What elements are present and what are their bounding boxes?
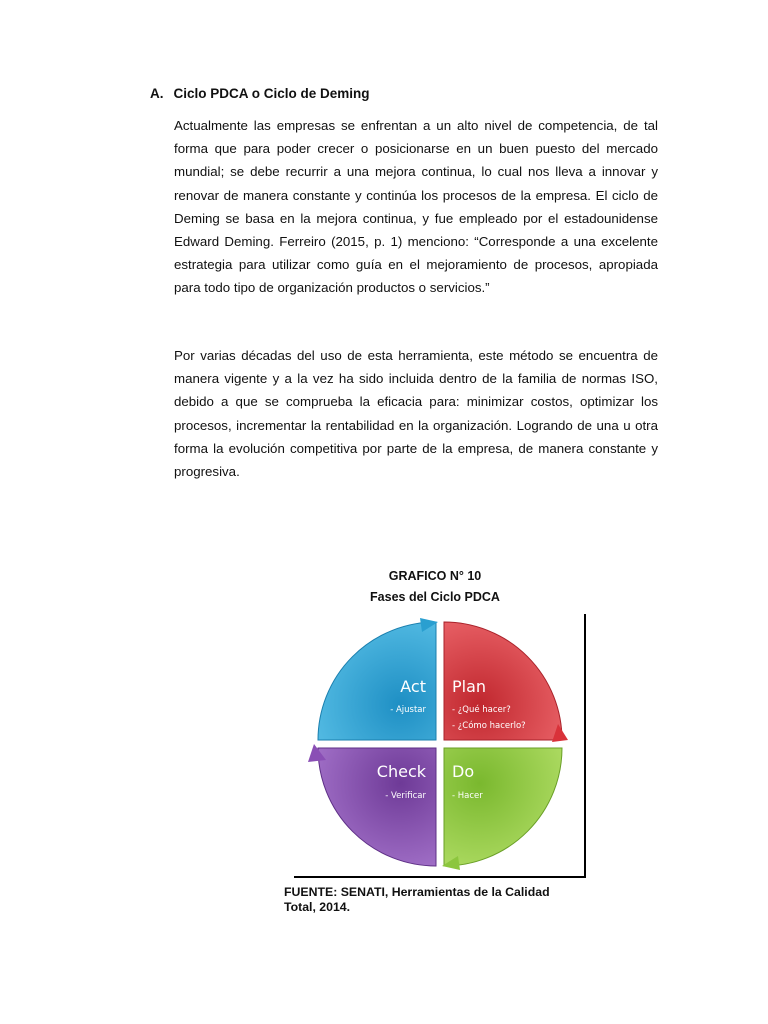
- section-heading: [150, 86, 370, 101]
- plan-label: Plan: [452, 677, 487, 696]
- do-label: Do: [452, 762, 475, 781]
- figure-title: Fases del Ciclo PDCA: [370, 590, 500, 604]
- figure-source: FUENTE: SENATI, Herramientas de la Calidad Total, 2014.: [284, 885, 550, 914]
- figure-number: GRAFICO N° 10: [388, 569, 482, 583]
- act-item: - Ajustar: [390, 705, 426, 715]
- do-item: - Hacer: [452, 791, 483, 801]
- act-label: Act: [400, 677, 426, 696]
- check-label: Check: [376, 762, 426, 781]
- figure-frame-right: [584, 614, 586, 878]
- paragraph-intro: Actualmente las empresas se enfrentan a un alto nivel de competencia, de tal forma que para poder crecer o posicionarse en un buen puesto del mercado mundial; se debe recurrir a una mejora continua, lo cual nos lleva a innovar y renovar de manera constante y continúa los procesos de la empresa. El ciclo de Deming se basa en la mejora continua, y fue empleado por el estadounidense Edward Deming. Ferreiro (2015, p. 1) menciono: “Corresponde a una excelente estrategia para utilizar como guía en el mejoramiento de procesos, apropiada para todo tipo de organización productos o servicios.”: [174, 118, 658, 296]
- figure-frame-bottom: [294, 876, 586, 878]
- check-item: - Verificar: [385, 791, 426, 801]
- plan-item-how: - ¿Cómo hacerlo?: [452, 721, 526, 731]
- section-title: Ciclo PDCA o Ciclo de Deming: [173, 86, 370, 101]
- pdca-cycle-diagram: [300, 612, 580, 874]
- paragraph-iso: Por varias décadas del uso de esta herramienta, este método se encuentra de manera vigente y a la vez ha sido incluida dentro de la familia de normas ISO, debido a que se comprueba la eficacia para: minimizar costos, optimizar los procesos, incrementar la rentabilidad en la organización. Logrando de una u otra forma la evolución competitiva por parte de la empresa, de manera constante y progresiva.: [174, 348, 658, 480]
- plan-item-what: - ¿Qué hacer?: [452, 705, 511, 715]
- section-letter: A.: [150, 86, 164, 101]
